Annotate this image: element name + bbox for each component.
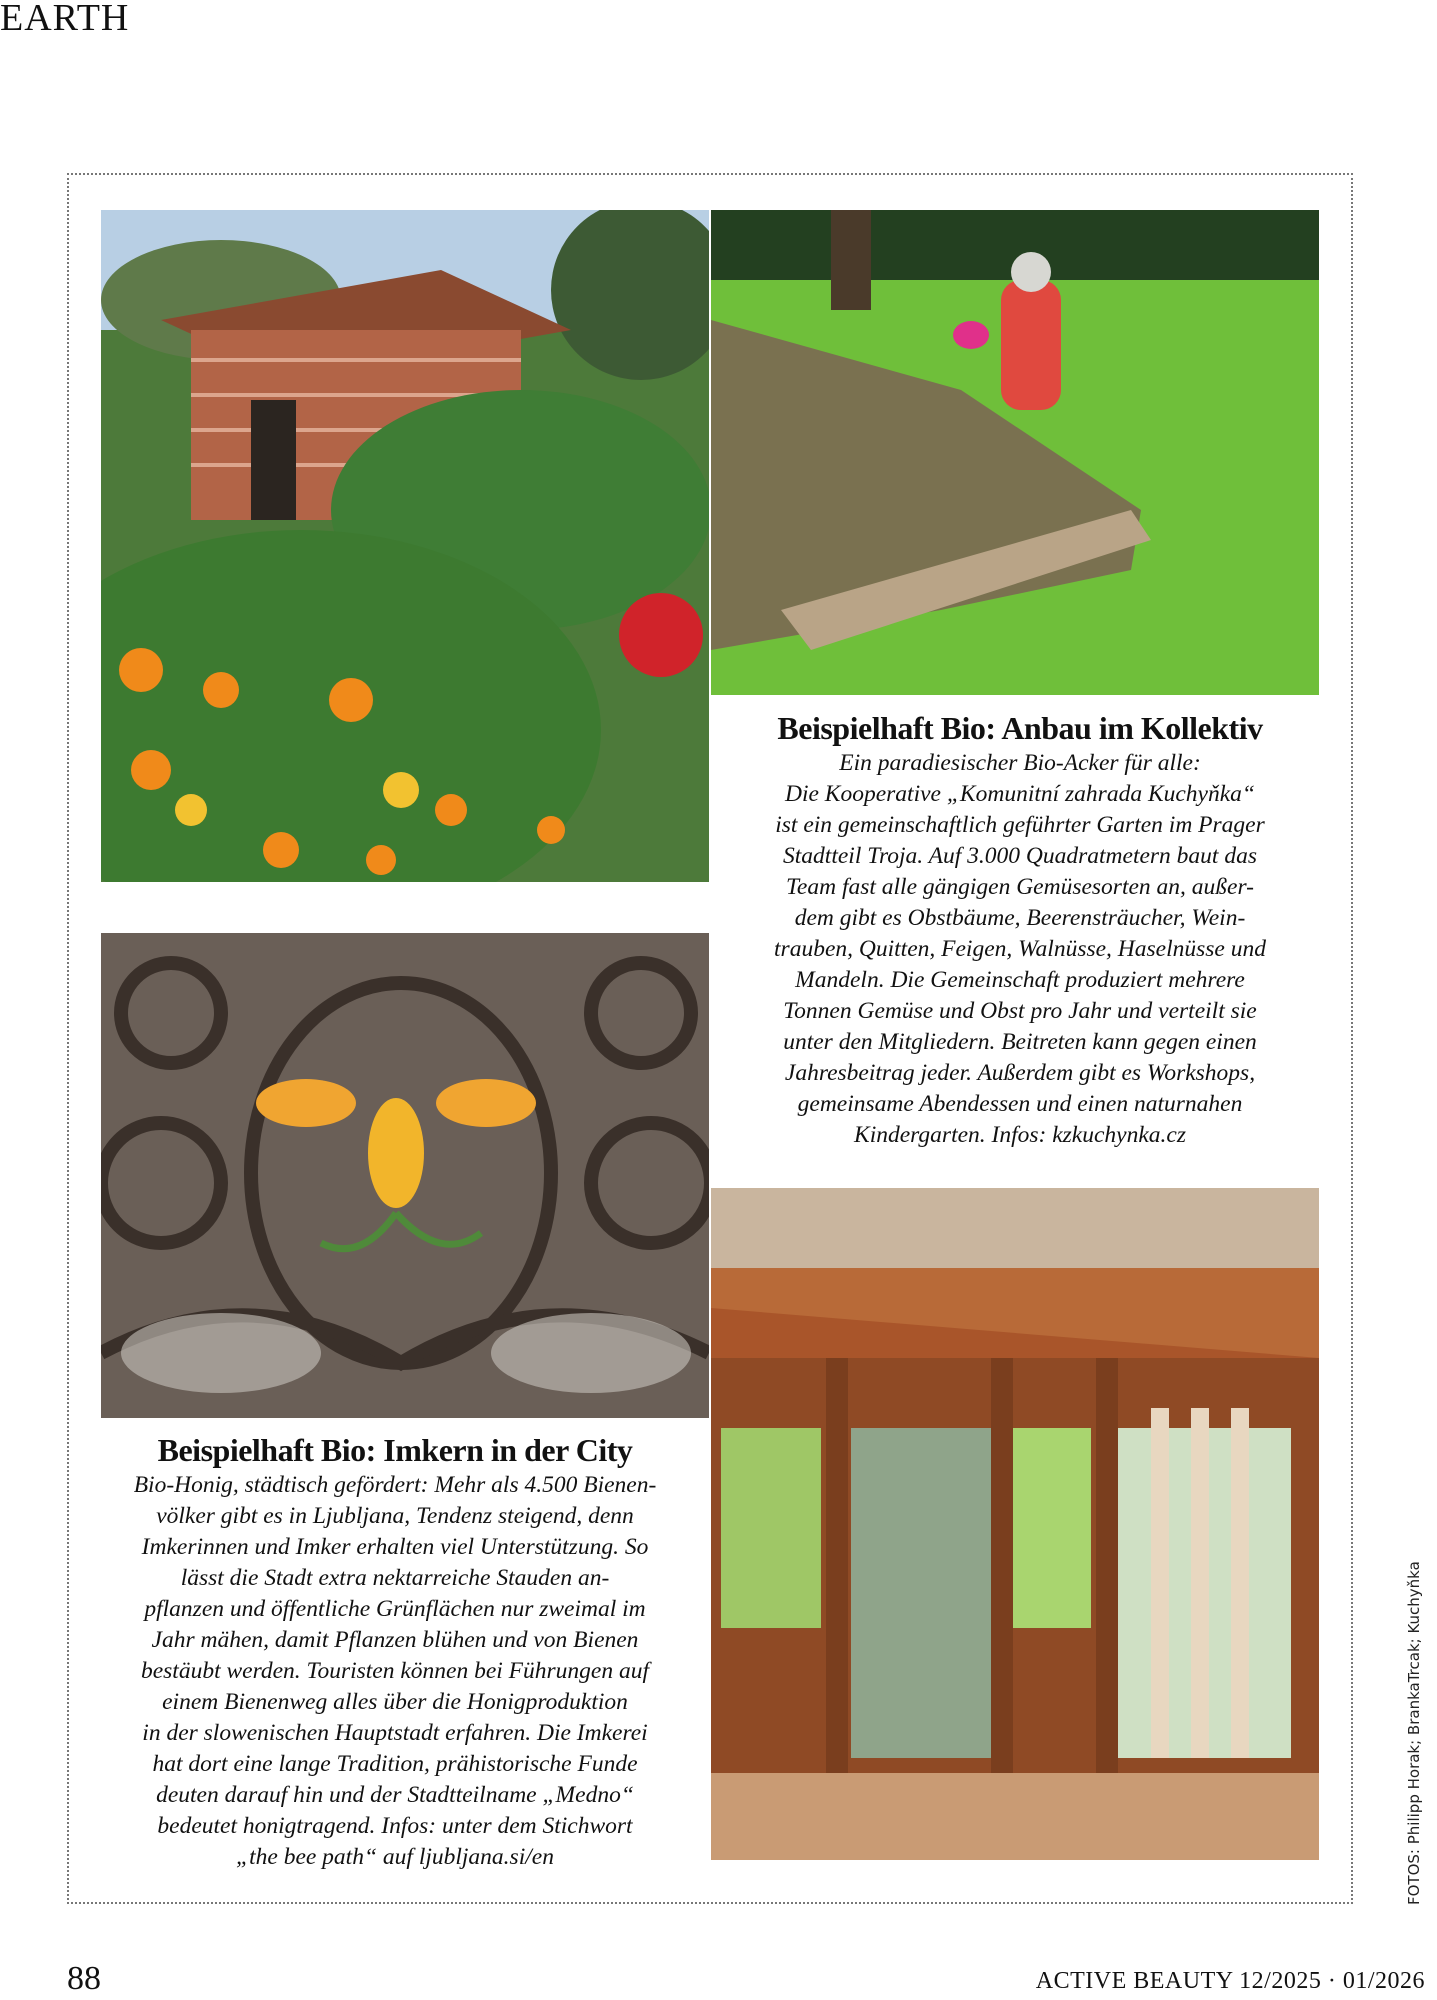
photo-garden-shed: [101, 210, 709, 882]
page-number: 88: [67, 1960, 101, 1997]
body-line: Ein paradiesischer Bio-Acker für alle:: [839, 750, 1201, 776]
body-line: Mandeln. Die Gemeinschaft produziert mehrere: [795, 967, 1245, 993]
body-line: unter den Mitgliedern. Beitreten kann gegen einen: [783, 1029, 1257, 1055]
photo-bee-iron-gate: [101, 933, 709, 1418]
body-line: deuten darauf hin und der Stadtteilname „Medno“: [156, 1782, 634, 1808]
photo-credit: FOTOS: Philipp Horak; BrankaTrcak; Kuchyňka: [1405, 1561, 1423, 1905]
body-line: lässt die Stadt extra nektarreiche Stauden an-: [180, 1565, 610, 1591]
article-kollektiv: [725, 708, 1315, 1151]
body-line: bestäubt werden. Touristen können bei Führungen auf: [140, 1658, 650, 1684]
article-heading: Beispielhaft Bio: Anbau im Kollektiv: [777, 710, 1263, 746]
body-line: Imkerinnen und Imker erhalten viel Unterstützung. So: [141, 1534, 649, 1560]
body-line: völker gibt es in Ljubljana, Tendenz steigend, denn: [156, 1503, 634, 1529]
body-line: bedeutet honigtragend. Infos: unter dem Stichwort: [157, 1813, 633, 1839]
body-line: trauben, Quitten, Feigen, Walnüsse, Haselnüsse und: [774, 936, 1266, 962]
photo-wooden-pavilion: [711, 1188, 1319, 1860]
body-line: Jahresbeitrag jeder. Außerdem gibt es Workshops,: [784, 1060, 1256, 1086]
photo-child-watering-garden: [711, 210, 1319, 695]
body-line: „the bee path“ auf ljubljana.si/en: [236, 1844, 554, 1870]
body-line: pflanzen und öffentliche Grünflächen nur zweimal im: [144, 1596, 646, 1622]
body-line: Stadtteil Troja. Auf 3.000 Quadratmetern baut das: [783, 843, 1257, 869]
section-title: EARTH: [0, 0, 130, 39]
body-line: gemeinsame Abendessen und einen naturnahen: [797, 1091, 1243, 1117]
body-line: Die Kooperative „Komunitní zahrada Kuchyňka“: [785, 781, 1255, 807]
body-line: Jahr mähen, damit Pflanzen blühen und von Bienen: [151, 1627, 639, 1653]
article-heading: Beispielhaft Bio: Imkern in der City: [157, 1432, 633, 1468]
article-imkern: [85, 1430, 705, 1873]
body-line: Kindergarten. Infos: kzkuchynka.cz: [854, 1122, 1186, 1148]
body-line: Bio-Honig, städtisch gefördert: Mehr als 4.500 Bienen-: [133, 1472, 657, 1498]
body-line: Tonnen Gemüse und Obst pro Jahr und verteilt sie: [783, 998, 1257, 1024]
article-body: [725, 748, 1315, 1151]
body-line: ist ein gemeinschaftlich geführter Garten im Prager: [775, 812, 1265, 838]
issue-label: ACTIVE BEAUTY 12/2025 · 01/2026: [1035, 1968, 1425, 1994]
body-line: hat dort eine lange Tradition, prähistorische Funde: [152, 1751, 638, 1777]
body-line: einem Bienenweg alles über die Honigproduktion: [162, 1689, 628, 1715]
body-line: in der slowenischen Hauptstadt erfahren. Die Imkerei: [142, 1720, 648, 1746]
body-line: Team fast alle gängigen Gemüsesorten an, außer-: [786, 874, 1254, 900]
article-body: [85, 1470, 705, 1873]
body-line: dem gibt es Obstbäume, Beerensträucher, Wein-: [794, 905, 1246, 931]
